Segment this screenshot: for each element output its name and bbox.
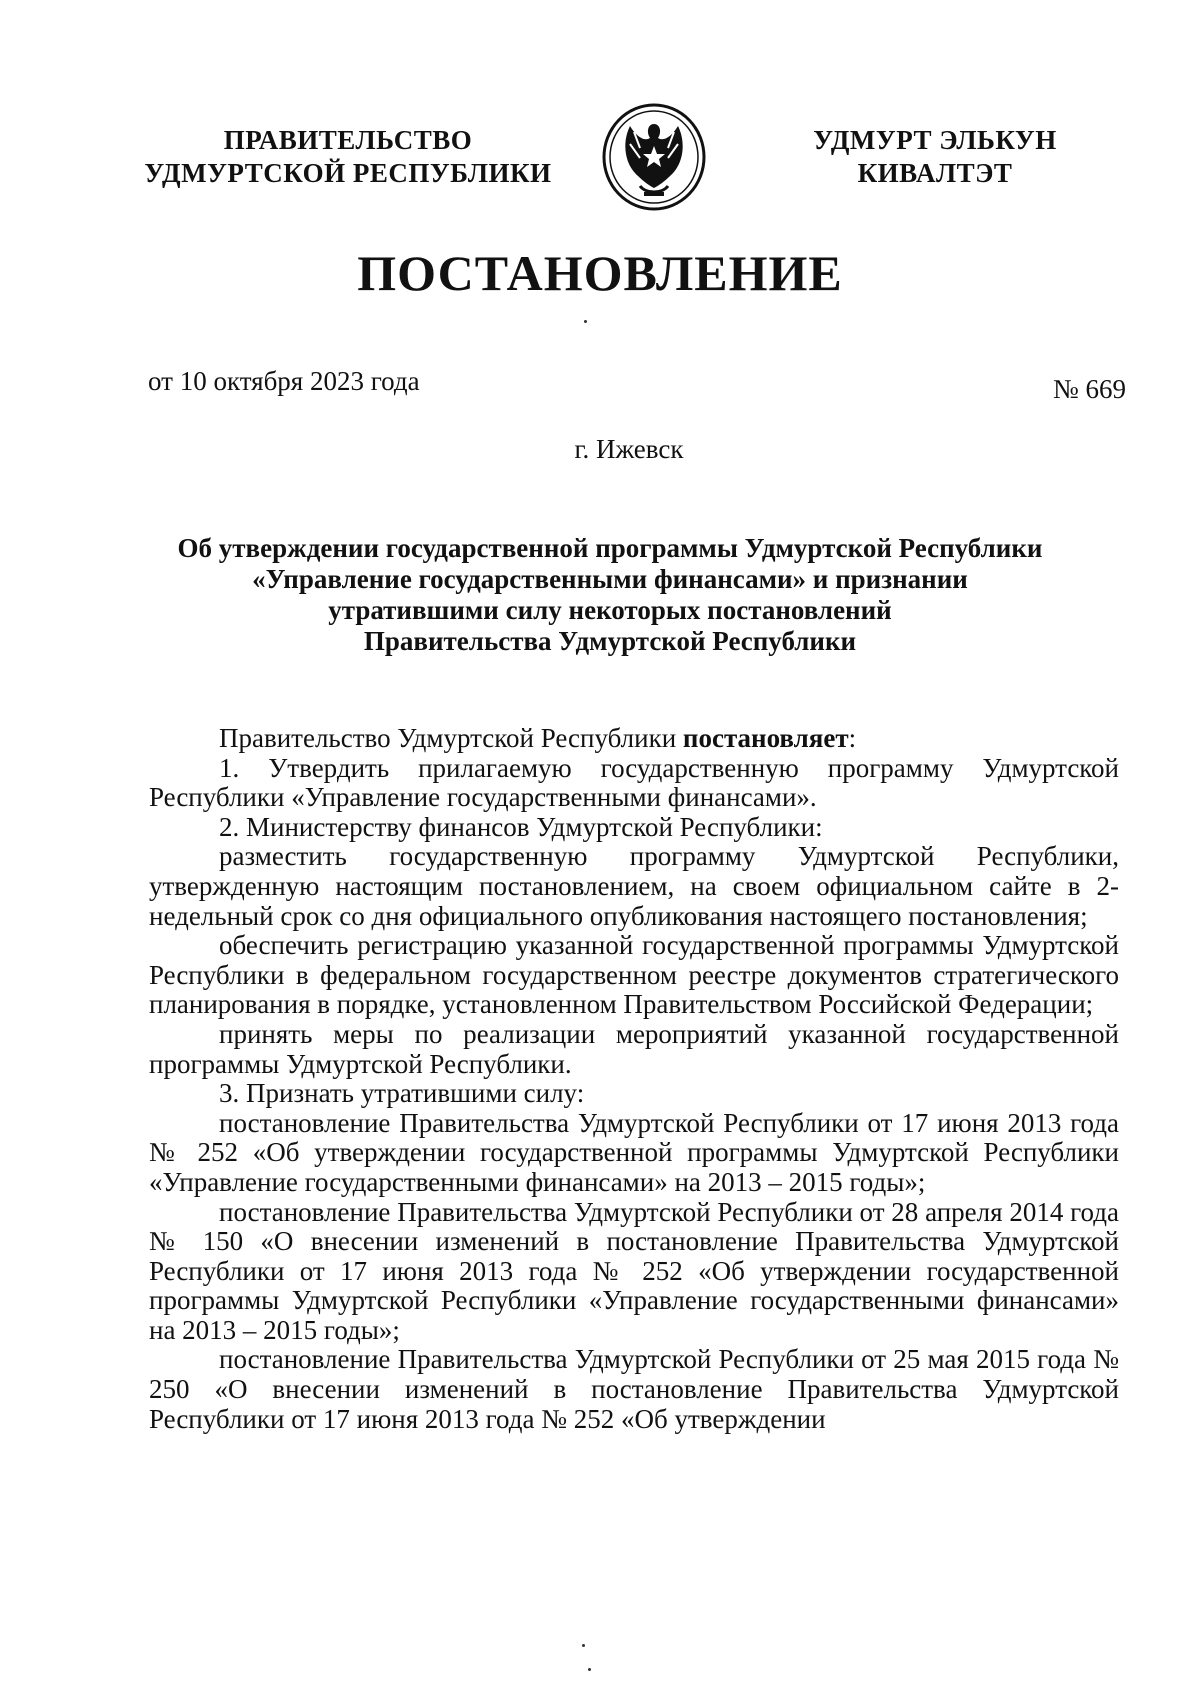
body-paragraph: постановление Правительства Удмуртской Республики от 25 мая 2015 года № 250 «О внесении изменений в постановление Правительства Удмуртской Республики от 17 июня 2013 года № 252 «Об утверждении [149, 1344, 1119, 1434]
header-right [770, 124, 1100, 190]
body-paragraph: 2. Министерству финансов Удмуртской Республики: [219, 811, 823, 842]
scan-speck [582, 1644, 585, 1647]
body-paragraph: 1. Утвердить прилагаемую государственную программу Удмуртской Республики «Управление государственными финансами». [149, 752, 1119, 813]
scan-speck [588, 1668, 591, 1671]
subject-line-4: Правительства Удмуртской Республики [363, 626, 857, 656]
body-paragraph: постановление Правительства Удмуртской Республики от 28 апреля 2014 года № 150 «О внесении изменений в постановление Правительства Удмуртской Республики от 17 июня 2013 года № 252 «Об утверждении государственной программы Удмуртской Республики «Управление государственными финансами» на 2013 – 2015 годы»; [149, 1196, 1119, 1345]
subject-line-2: «Управление государственными финансами» и признании [252, 564, 968, 594]
subject-line-3: утратившими силу некоторых постановлений [328, 595, 892, 625]
document-number: № 669 [1052, 374, 1126, 404]
document-city [0, 434, 1200, 465]
body-paragraph: разместить государственную программу Удмуртской Республики, утвержденную настоящим постановлением, на своем официальном сайте в 2-недельный срок со дня официального опубликования настоящего постановления; [149, 841, 1119, 931]
body-intro [149, 724, 1119, 754]
body-paragraph: принять меры по реализации мероприятий указанной государственной программы Удмуртской Республики. [149, 1018, 1119, 1079]
header-left [128, 124, 568, 190]
intro-prefix: Правительство Удмуртской Республики [219, 723, 683, 753]
subject-line-1: Об утверждении государственной программы Удмуртской Республики [177, 533, 1043, 563]
header-left-line-2: УДМУРТСКОЙ РЕСПУБЛИКИ [144, 158, 552, 188]
scan-speck [584, 320, 587, 323]
document-title: ПОСТАНОВЛЕНИЕ [357, 245, 843, 301]
document-subject [150, 533, 1070, 657]
header-left-line-1: ПРАВИТЕЛЬСТВО [223, 125, 473, 155]
document-date: от 10 октября 2023 года [148, 366, 420, 396]
document-body [149, 724, 1119, 1434]
header-right-line-1: УДМУРТ ЭЛЬКУН [813, 125, 1057, 155]
body-paragraph: постановление Правительства Удмуртской Республики от 17 июня 2013 года № 252 «Об утверждении государственной программы Удмуртской Республики «Управление государственными финансами» на 2013 – 2015 годы»; [149, 1107, 1119, 1197]
intro-bold: постановляет [682, 723, 849, 753]
body-paragraph: обеспечить регистрацию указанной государственной программы Удмуртской Республики в федеральном государственном реестре документов стратегического планирования в порядке, установленном Правительством Российской Федерации; [149, 930, 1119, 1020]
intro-suffix: : [848, 723, 857, 753]
udmurtia-coat-of-arms-icon [600, 102, 708, 212]
city-text: г. Ижевск [574, 434, 684, 464]
header-right-line-2: КИВАЛТЭТ [857, 158, 1013, 188]
body-paragraph: 3. Признать утратившими силу: [219, 1078, 585, 1109]
